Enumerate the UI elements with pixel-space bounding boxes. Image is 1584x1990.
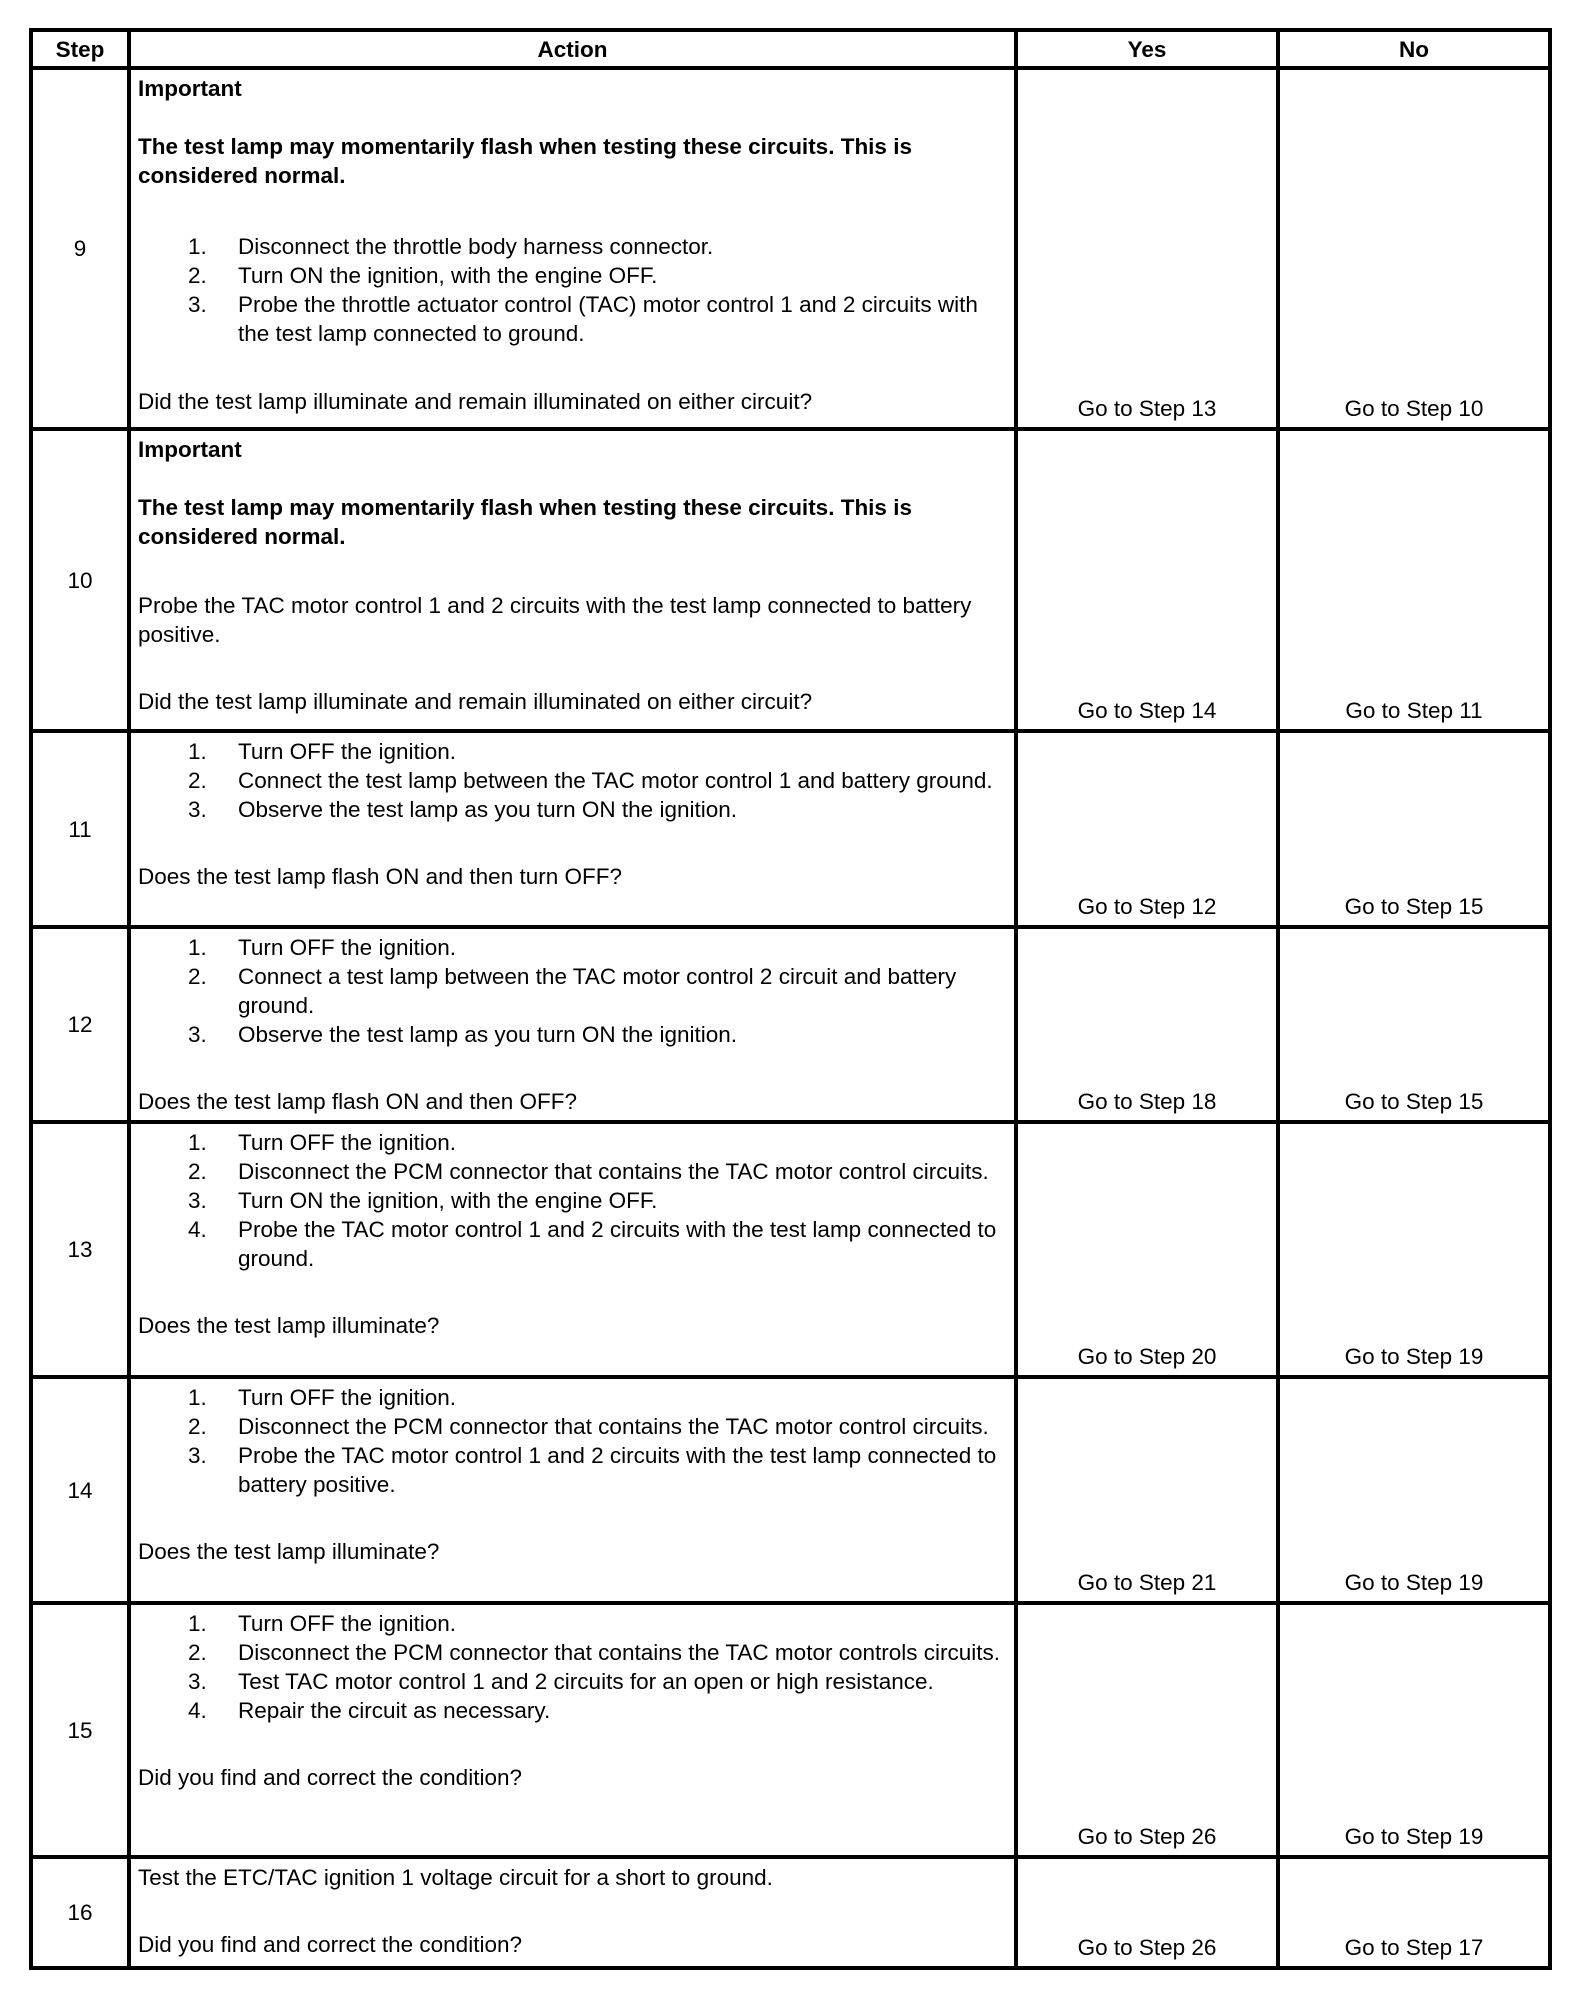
question-text: Did you find and correct the condition?: [138, 1765, 522, 1790]
question-text: Did the test lamp illuminate and remain illuminated on either circuit?: [138, 389, 813, 414]
action-cell: [129, 429, 1016, 731]
action-cell: [129, 1377, 1016, 1603]
table-row: [31, 429, 1550, 731]
action-cell: [129, 68, 1016, 429]
list-item: 4. Probe the TAC motor control 1 and 2 circuits with the test lamp connected to ground.: [188, 1217, 997, 1271]
list-item: 3. Test TAC motor control 1 and 2 circuits for an open or high resistance.: [188, 1669, 934, 1694]
important-title: Important: [138, 76, 242, 101]
no-result: Go to Step 15: [1278, 731, 1550, 927]
list-item: 2. Disconnect the PCM connector that contains the TAC motor control circuits.: [188, 1414, 989, 1439]
procedure-list: [138, 1609, 1008, 1725]
question-text: Does the test lamp illuminate?: [138, 1539, 440, 1564]
table-row: [31, 1122, 1550, 1377]
step-number: 11: [31, 731, 129, 927]
yes-result: Go to Step 26: [1016, 1603, 1278, 1857]
yes-result: Go to Step 21: [1016, 1377, 1278, 1603]
no-result: Go to Step 19: [1278, 1603, 1550, 1857]
no-result: Go to Step 19: [1278, 1377, 1550, 1603]
procedure-list: [138, 737, 1008, 824]
step-number: 13: [31, 1122, 129, 1377]
procedure-list: [138, 933, 1008, 1049]
diagnostic-steps-table: [29, 28, 1552, 1970]
step-number: 14: [31, 1377, 129, 1603]
list-item: 2. Disconnect the PCM connector that contains the TAC motor control circuits.: [188, 1159, 989, 1184]
list-item: 1. Turn OFF the ignition.: [188, 739, 457, 764]
list-item: 1. Turn OFF the ignition.: [188, 935, 457, 960]
instruction-text: Probe the TAC motor control 1 and 2 circuits with the test lamp connected to battery positive.: [138, 593, 972, 647]
action-cell: [129, 1122, 1016, 1377]
no-result: Go to Step 19: [1278, 1122, 1550, 1377]
header-step: Step: [31, 30, 129, 68]
action-cell: [129, 1857, 1016, 1968]
table-row: [31, 68, 1550, 429]
list-item: 3. Observe the test lamp as you turn ON the ignition.: [188, 797, 737, 822]
yes-result: Go to Step 14: [1016, 429, 1278, 731]
header-action: Action: [129, 30, 1016, 68]
list-item: 3. Probe the TAC motor control 1 and 2 circuits with the test lamp connected to battery positive.: [188, 1443, 997, 1497]
action-cell: [129, 1603, 1016, 1857]
table-row: [31, 927, 1550, 1122]
yes-result: Go to Step 20: [1016, 1122, 1278, 1377]
list-item: 2. Connect a test lamp between the TAC motor control 2 circuit and battery ground.: [188, 964, 957, 1018]
header-row: [31, 30, 1550, 68]
no-result: Go to Step 11: [1278, 429, 1550, 731]
table-row: [31, 731, 1550, 927]
diagnostic-table-page: [29, 28, 1548, 1970]
question-text: Does the test lamp illuminate?: [138, 1313, 440, 1338]
procedure-list: [138, 232, 1008, 348]
yes-result: Go to Step 26: [1016, 1857, 1278, 1968]
no-result: Go to Step 17: [1278, 1857, 1550, 1968]
step-number: 15: [31, 1603, 129, 1857]
header-no: No: [1278, 30, 1550, 68]
important-text: The test lamp may momentarily flash when testing these circuits. This is considered normal.: [138, 134, 912, 188]
table-row: [31, 1857, 1550, 1968]
question-text: Does the test lamp flash ON and then OFF?: [138, 1089, 577, 1114]
list-item: 1. Turn OFF the ignition.: [188, 1385, 457, 1410]
list-item: 1. Turn OFF the ignition.: [188, 1130, 457, 1155]
instruction-text: Test the ETC/TAC ignition 1 voltage circuit for a short to ground.: [138, 1865, 773, 1890]
yes-result: Go to Step 12: [1016, 731, 1278, 927]
list-item: 2. Turn ON the ignition, with the engine OFF.: [188, 263, 658, 288]
header-yes: Yes: [1016, 30, 1278, 68]
step-number: 16: [31, 1857, 129, 1968]
table-row: [31, 1603, 1550, 1857]
list-item: 1. Turn OFF the ignition.: [188, 1611, 457, 1636]
no-result: Go to Step 15: [1278, 927, 1550, 1122]
step-number: 10: [31, 429, 129, 731]
procedure-list: [138, 1128, 1008, 1273]
yes-result: Go to Step 18: [1016, 927, 1278, 1122]
question-text: Does the test lamp flash ON and then turn OFF?: [138, 864, 622, 889]
question-text: Did you find and correct the condition?: [138, 1932, 522, 1957]
list-item: 4. Repair the circuit as necessary.: [188, 1698, 551, 1723]
list-item: 3. Probe the throttle actuator control (TAC) motor control 1 and 2 circuits with the test lamp connected to ground.: [188, 292, 978, 346]
important-title: Important: [138, 437, 242, 462]
table-row: [31, 1377, 1550, 1603]
list-item: 2. Connect the test lamp between the TAC motor control 1 and battery ground.: [188, 768, 993, 793]
action-cell: [129, 927, 1016, 1122]
no-result: Go to Step 10: [1278, 68, 1550, 429]
step-number: 9: [31, 68, 129, 429]
action-cell: [129, 731, 1016, 927]
list-item: 3. Observe the test lamp as you turn ON the ignition.: [188, 1022, 737, 1047]
question-text: Did the test lamp illuminate and remain illuminated on either circuit?: [138, 689, 813, 714]
list-item: 3. Turn ON the ignition, with the engine OFF.: [188, 1188, 658, 1213]
list-item: 2. Disconnect the PCM connector that contains the TAC motor controls circuits.: [188, 1640, 1000, 1665]
step-number: 12: [31, 927, 129, 1122]
yes-result: Go to Step 13: [1016, 68, 1278, 429]
procedure-list: [138, 1383, 1008, 1499]
important-text: The test lamp may momentarily flash when testing these circuits. This is considered normal.: [138, 495, 912, 549]
list-item: 1. Disconnect the throttle body harness connector.: [188, 234, 714, 259]
